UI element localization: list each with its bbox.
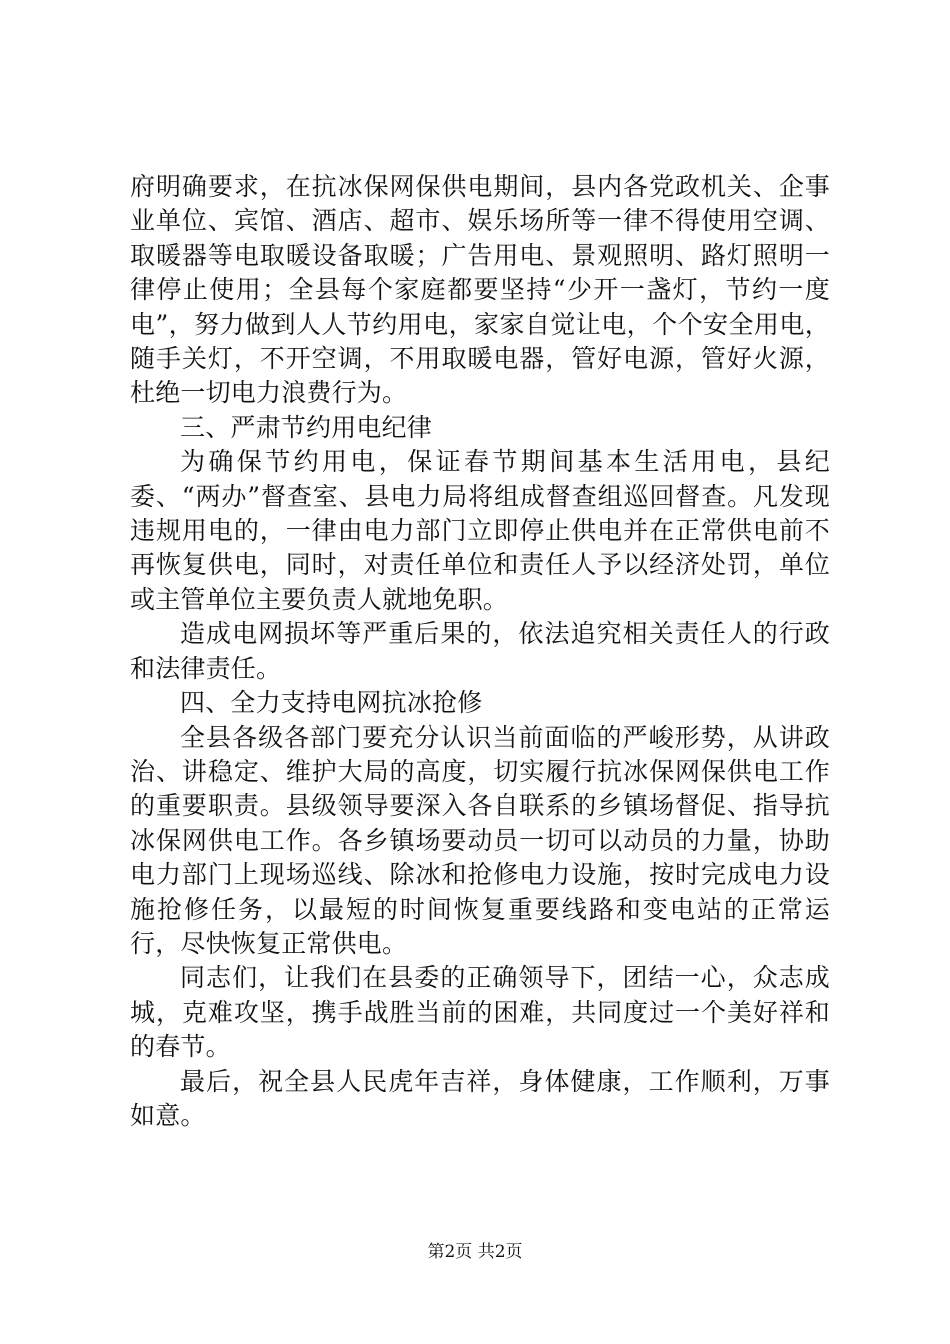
section-heading-repair-support: 四、全力支持电网抗冰抢修 (180, 688, 483, 718)
paragraph-liability: 造成电网损坏等严重后果的，依法追究相关责任人的行政和法律责任。 (130, 619, 830, 683)
paragraph-repair-duties: 全县各级各部门要充分认识当前面临的严峻形势，从讲政治、讲稳定、维护大局的高度，切实履行抗冰保网保供电工作的重要职责。县级领导要深入各自联系的乡镇场督促、指导抗冰保网供电工作。各乡镇场要动员一切可以动员的力量，协助电力部门上现场巡线、除冰和抢修电力设施，按时完成电力设施抢修任务，以最短的时间恢复重要线路和变电站的正常运行，尽快恢复正常供电。 (130, 722, 830, 958)
paragraph-electricity-requirements: 府明确要求，在抗冰保网保供电期间，县内各党政机关、企事业单位、宾馆、酒店、超市、娱乐场所等一律不得使用空调、取暖器等电取暖设备取暖；广告用电、景观照明、路灯照明一律停止使用；全县每个家庭都要坚持“少开一盏灯，节约一度电”，努力做到人人节约用电，家家自觉让电，个个安全用电，随手关灯，不开空调，不用取暖电器，管好电源，管好火源，杜绝一切电力浪费行为。 (130, 172, 830, 408)
document-body (130, 170, 830, 1133)
page-number-footer: 第2页 共2页 (427, 1242, 523, 1262)
paragraph-call-to-unity: 同志们，让我们在县委的正确领导下，团结一心，众志成城，克难攻坚，携手战胜当前的困难，共同度过一个美好祥和的春节。 (130, 963, 830, 1062)
section-heading-discipline: 三、严肃节约用电纪律 (180, 412, 433, 442)
paragraph-closing-wishes: 最后，祝全县人民虎年吉祥，身体健康，工作顺利，万事如意。 (130, 1066, 830, 1130)
paragraph-inspection: 为确保节约用电，保证春节期间基本生活用电，县纪委、“两办”督查室、县电力局将组成督查组巡回督查。凡发现违规用电的，一律由电力部门立即停止供电并在正常供电前不再恢复供电，同时，对责任单位和责任人予以经济处罚，单位或主管单位主要负责人就地免职。 (130, 447, 830, 614)
